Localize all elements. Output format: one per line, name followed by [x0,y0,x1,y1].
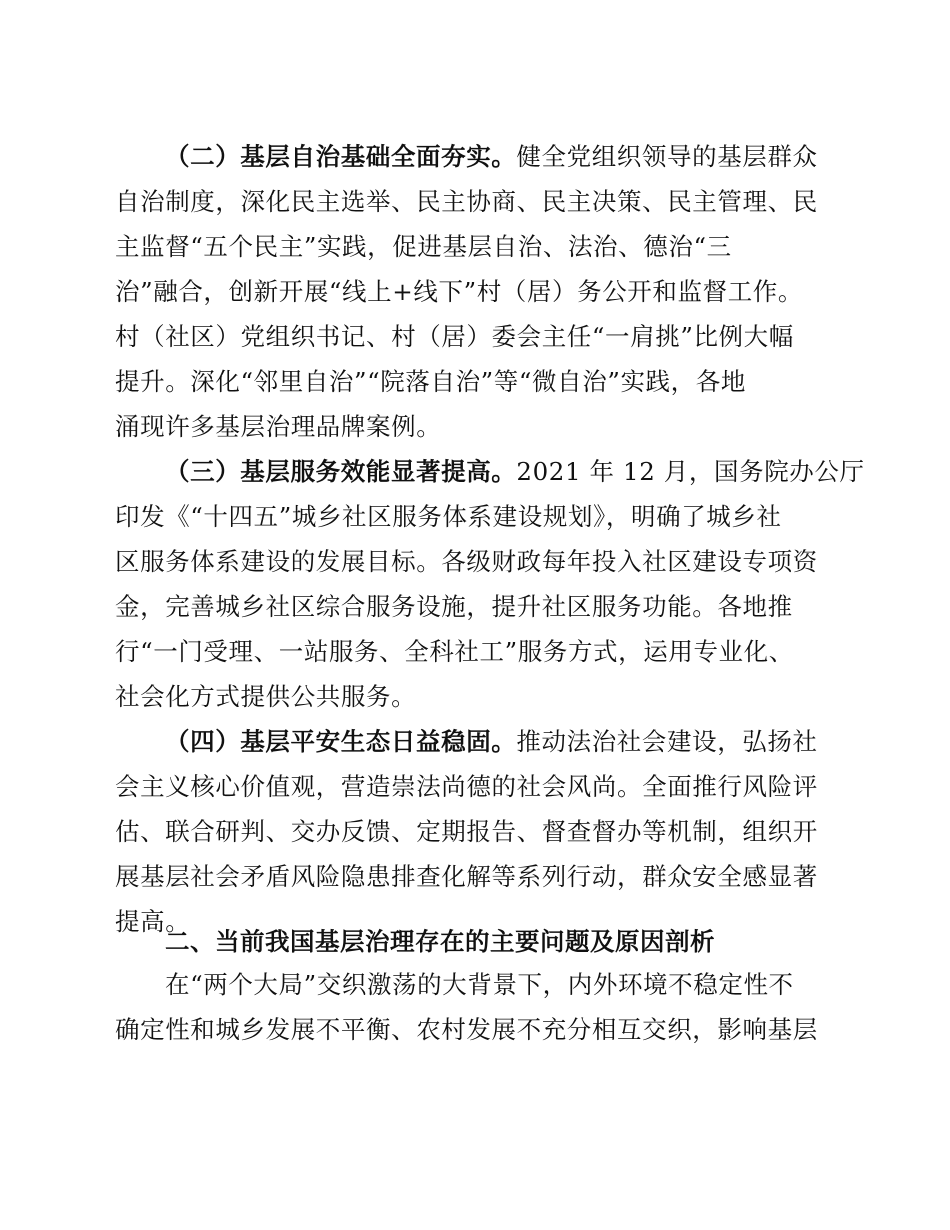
paragraph-text: 推动法治社会建设，弘扬社 [516,727,818,756]
paragraph-heading: （三）基层服务效能显著提高。 [165,457,517,486]
paragraph-line: 区服务体系建设的发展目标。各级财政每年投入社区建设专项资 [115,547,818,576]
paragraph-line: 印发《“十四五”城乡社区服务体系建设规划》，明确了城乡社 [115,502,782,531]
paragraph-line [165,720,818,764]
paragraph-line: 自治制度，深化民主选举、民主协商、民主决策、民主管理、民 [115,187,818,216]
paragraph-line: 在“两个大局”交织激荡的大背景下，内外环境不稳定性不 [165,970,794,999]
paragraph-line: 确定性和城乡发展不平衡、农村发展不充分相互交织，影响基层 [115,1015,818,1044]
paragraph-line: 金，完善城乡社区综合服务设施，提升社区服务功能。各地推 [115,592,793,621]
paragraph-line: 展基层社会矛盾风险隐患排查化解等系列行动，群众安全感显著 [115,862,818,891]
paragraph-line: 社会化方式提供公共服务。 [115,682,417,711]
paragraph-line: 治”融合，创新开展“线上+线下”村（居）务公开和监督工作。 [115,277,804,306]
paragraph-line [165,450,865,494]
paragraph-line: 行“一门受理、一站服务、全科社工”服务方式，运用专业化、 [115,637,794,666]
paragraph-text: 健全党组织领导的基层群众 [516,142,818,171]
section-title: 二、当前我国基层治理存在的主要问题及原因剖析 [165,927,715,956]
paragraph-heading: （二）基层自治基础全面夯实。 [165,142,517,171]
paragraph-line [165,135,818,179]
paragraph-line: 提升。深化“邻里自治”“院落自治”等“微自治”实践，各地 [115,367,746,396]
paragraph-line: 会主义核心价值观，营造崇法尚德的社会风尚。全面推行风险评 [115,772,818,801]
paragraph-line: 估、联合研判、交办反馈、定期报告、督查督办等机制，组织开 [115,817,818,846]
paragraph-line: 提高。 [115,907,191,936]
paragraph-line: 主监督“五个民主”实践，促进基层自治、法治、德治“三 [115,232,732,261]
paragraph-heading: （四）基层平安生态日益稳固。 [165,727,517,756]
paragraph-text: 2021 年 12 月，国务院办公厅 [516,457,865,486]
paragraph-line: 村（社区）党组织书记、村（居）委会主任“一肩挑”比例大幅 [115,322,794,351]
paragraph-line: 涌现许多基层治理品牌案例。 [115,412,442,441]
